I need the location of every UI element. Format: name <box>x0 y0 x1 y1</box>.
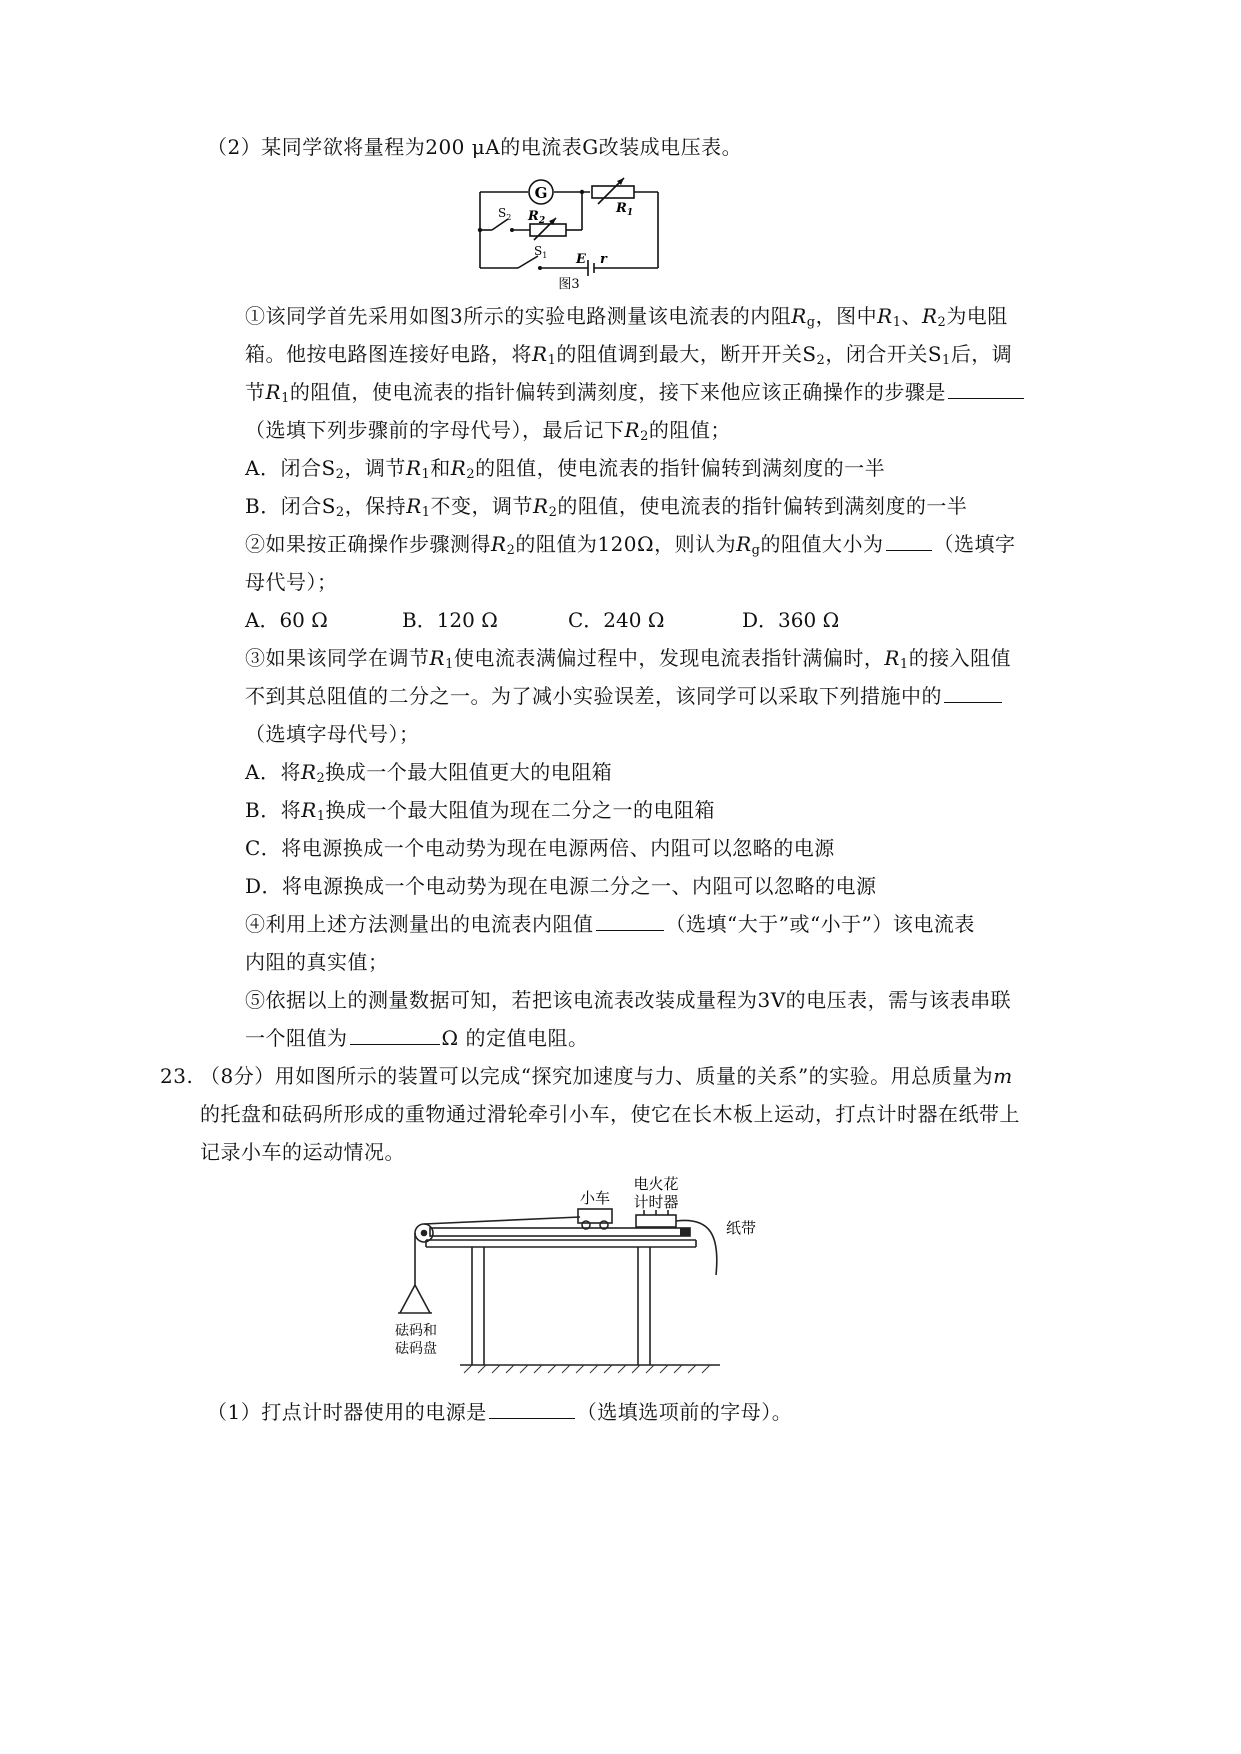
step3-option-b: B．将$R_1$换成一个最大阻值为现在二分之一的电阻箱 <box>245 798 716 824</box>
answer-blank-step5[interactable] <box>350 1024 440 1045</box>
q23-number: 23. <box>160 1064 194 1088</box>
step2-option-b: B．120 Ω <box>402 608 498 632</box>
s1-label: $S_1$ <box>534 244 548 260</box>
q23-sub1: （1）打点计时器使用的电源是 （选填选项前的字母）。 <box>207 1400 793 1424</box>
galvanometer-label: G <box>534 184 548 202</box>
r2-label: $R_2$ <box>528 209 546 226</box>
apparatus-diagram <box>390 1175 770 1385</box>
timer-label-line1: 电火花 <box>633 1175 679 1193</box>
step1-line3: 节$R_1$的阻值，使电流表的指针偏转到满刻度，接下来他应该正确操作的步骤是 <box>245 378 1026 406</box>
weights-label-line1: 砝码和 <box>395 1323 437 1339</box>
step2-option-d: D．360 Ω <box>742 608 840 632</box>
step2-option-a: A．60 Ω <box>245 608 328 632</box>
figure3-caption: 图3 <box>558 277 580 292</box>
answer-blank-q23-1[interactable] <box>489 1398 575 1419</box>
step1-option-b: B．闭合$S_2$，保持$R_1$不变，调节$R_2$的阻值，使电流表的指针偏转到满刻度的一半 <box>245 494 968 520</box>
step5-line1: ⑤依据以上的测量数据可知，若把该电流表改装成量程为3V的电压表，需与该表串联 <box>245 988 1012 1012</box>
emf-label: E <box>576 252 586 267</box>
step3-option-a: A．将$R_2$换成一个最大阻值更大的电阻箱 <box>245 760 613 786</box>
step3-line2: 不到其总阻值的二分之一。为了减小实验误差，该同学可以采取下列措施中的 <box>245 682 1004 710</box>
answer-blank-step3[interactable] <box>944 682 1002 703</box>
step2-option-c: C．240 Ω <box>568 608 665 632</box>
circuit-diagram-figure3 <box>470 172 670 292</box>
step5-line2: 一个阻值为 Ω 的定值电阻。 <box>245 1026 589 1050</box>
q22-part2-intro: （2）某同学欲将量程为200 μA的电流表G改装成电压表。 <box>207 135 743 159</box>
step4-line1: ④利用上述方法测量出的电流表内阻值 （选填“大于”或“小于”）该电流表 <box>245 912 975 936</box>
timer-label-line2: 计时器 <box>633 1193 679 1211</box>
step4-line2: 内阻的真实值； <box>245 950 389 974</box>
answer-blank-step2[interactable] <box>886 530 932 551</box>
answer-blank-step4[interactable] <box>596 910 664 931</box>
q23-line3: 记录小车的运动情况。 <box>200 1140 405 1164</box>
s2-label: $S_2$ <box>498 206 512 222</box>
internal-resistance-label: r <box>600 252 607 267</box>
r1-label: $R_1$ <box>616 201 634 218</box>
answer-blank-step1[interactable] <box>948 378 1024 399</box>
step3-option-d: D．将电源换成一个电动势为现在电源二分之一、内阻可以忽略的电源 <box>245 874 877 898</box>
step1-option-a: A．闭合$S_2$，调节$R_1$和$R_2$的阻值，使电流表的指针偏转到满刻度的一半 <box>245 456 886 482</box>
cart-label: 小车 <box>579 1189 611 1207</box>
weights-label-line2: 砝码盘 <box>395 1341 437 1357</box>
step1-line1: ①该同学首先采用如图3所示的实验电路测量该电流表的内阻$R_g$，图中$R_1$、$R_2$为电阻 <box>245 304 1008 330</box>
step3-line3: （选填字母代号）； <box>245 722 420 746</box>
q23-line1: （8分）用如图所示的装置可以完成“探究加速度与力、质量的关系”的实验。用总质量为m <box>200 1064 1013 1088</box>
step1-line4: （选填下列步骤前的字母代号），最后记下$R_2$的阻值； <box>245 418 731 444</box>
step2-line2: 母代号）； <box>245 570 338 594</box>
q23-line2: 的托盘和砝码所形成的重物通过滑轮牵引小车，使它在长木板上运动，打点计时器在纸带上 <box>200 1102 1020 1126</box>
step3-line1: ③如果该同学在调节$R_1$使电流表满偏过程中，发现电流表指针满偏时，$R_1$的接入阻值 <box>245 646 1012 672</box>
step1-line2: 箱。他按电路图连接好电路，将$R_1$的阻值调到最大，断开开关$S_2$，闭合开关$S_1$后，调 <box>245 342 1013 368</box>
step2-line1: ②如果按正确操作步骤测得$R_2$的阻值为120Ω，则认为$R_g$的阻值大小为 （选填字 <box>245 532 1016 558</box>
tape-label: 纸带 <box>726 1219 757 1237</box>
step3-option-c: C．将电源换成一个电动势为现在电源两倍、内阻可以忽略的电源 <box>245 836 835 860</box>
